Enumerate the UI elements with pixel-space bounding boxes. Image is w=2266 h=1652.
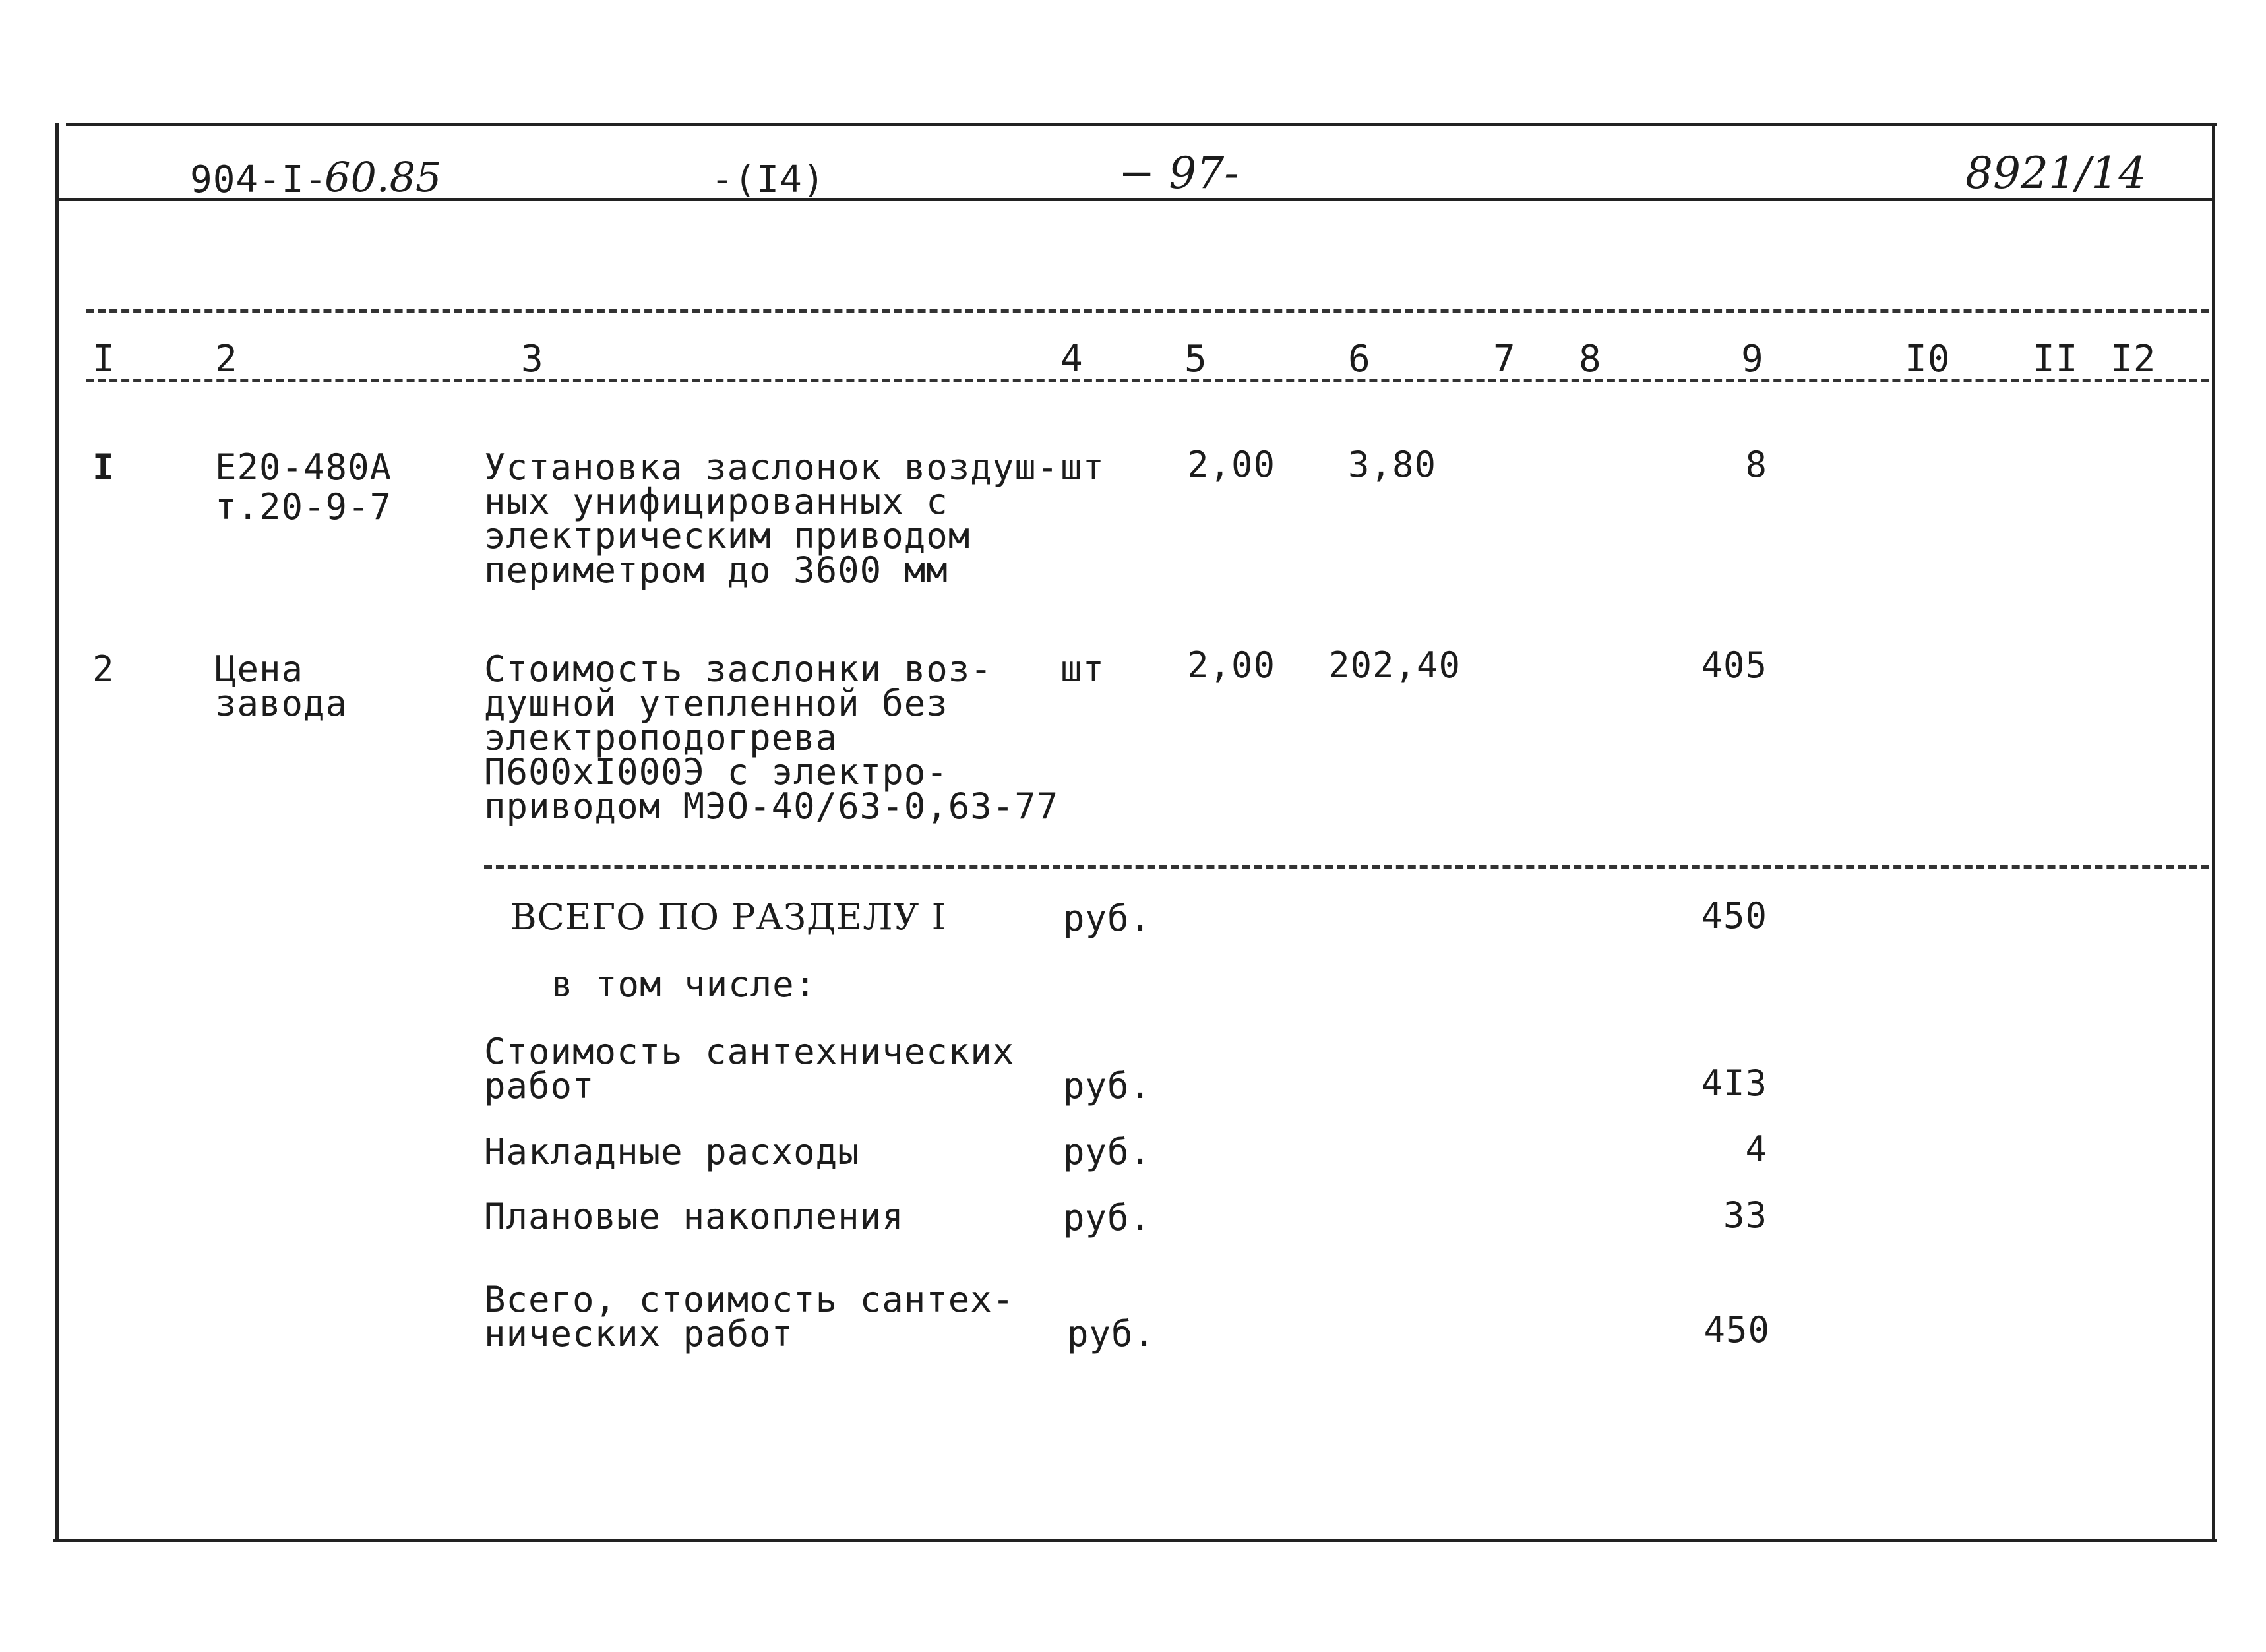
row-1-code-line-1: Е20-480А	[215, 446, 392, 488]
column-number-1: I	[92, 338, 115, 381]
summary-item-4-value: 450	[1703, 1309, 1770, 1351]
row-2-description-line-5: приводом МЭО-40/63-0,63-77	[484, 785, 1059, 827]
row-2-code-line-1: Цена	[215, 648, 304, 690]
sheet-ref: -(I4)	[711, 158, 826, 201]
summary-separator-dash	[484, 865, 2209, 869]
row-1-code-line-2: т.20-9-7	[215, 486, 392, 528]
summary-item-2-value: 4	[1745, 1128, 1767, 1170]
summary-item-4-unit: руб.	[1067, 1313, 1156, 1355]
row-2-description-line-1: Стоимость заслонки воз-	[484, 648, 993, 690]
frame-right-line	[2212, 123, 2215, 1542]
row-2-description-line-3: электроподогрева	[484, 717, 838, 758]
frame-bottom-line	[53, 1539, 2217, 1542]
row-1-number: I	[92, 446, 115, 488]
inventory-number: 8921/14	[1965, 148, 2147, 199]
summary-item-3-label: Плановые накопления	[484, 1196, 904, 1237]
section-total-value: 450	[1701, 895, 1767, 936]
row-2-description-line-4: П600хI000Э с электро-	[484, 751, 948, 793]
doc-code-handwritten: 60.85	[324, 153, 442, 201]
row-1-price: 3,80	[1348, 444, 1437, 485]
column-number-4: 4	[1060, 338, 1084, 381]
column-header-top-dash	[86, 309, 2209, 313]
row-1-description-line-1: Установка заслонок воздуш-	[484, 446, 1059, 488]
section-total-label: ВСЕГО ПО РАЗДЕЛУ I	[510, 896, 946, 938]
column-header-bottom-dash	[86, 379, 2209, 382]
row-1-description-line-3: электрическим приводом	[484, 515, 971, 557]
row-2-description-line-2: душной утепленной без	[484, 683, 948, 724]
row-1-description-line-2: ных унифицированных с	[484, 481, 948, 522]
summary-item-2-label: Накладные расходы	[484, 1131, 860, 1173]
row-2-code-line-2: завода	[215, 683, 348, 724]
row-2-unit: шт	[1060, 648, 1105, 690]
section-total-unit: руб.	[1063, 898, 1152, 939]
summary-item-2-unit: руб.	[1063, 1131, 1152, 1173]
column-number-9: 9	[1741, 338, 1764, 381]
summary-item-4-label-line-2: нических работ	[484, 1313, 794, 1355]
summary-item-3-unit: руб.	[1063, 1197, 1152, 1239]
column-number-12: I2	[2110, 338, 2157, 381]
including-label: в том числе:	[551, 964, 817, 1005]
row-2-quantity: 2,00	[1187, 644, 1276, 686]
row-2-price: 202,40	[1328, 644, 1461, 686]
frame-top-line	[66, 123, 2217, 126]
column-number-2: 2	[215, 338, 238, 381]
row-1-quantity: 2,00	[1187, 444, 1276, 485]
summary-item-1-label-line-2: работ	[484, 1065, 595, 1107]
summary-item-3-value: 33	[1723, 1194, 1767, 1236]
frame-left-line	[55, 123, 59, 1542]
column-number-7: 7	[1493, 338, 1516, 381]
column-number-5: 5	[1184, 338, 1208, 381]
summary-item-1-unit: руб.	[1063, 1065, 1152, 1107]
summary-item-1-label-line-1: Стоимость сантехнических	[484, 1031, 1015, 1072]
column-number-8: 8	[1579, 338, 1602, 381]
column-number-6: 6	[1348, 338, 1371, 381]
column-number-11: II	[2033, 338, 2079, 381]
row-2-total: 405	[1701, 644, 1767, 686]
row-1-description-line-4: периметром до 3600 мм	[484, 549, 948, 591]
row-2-number: 2	[92, 648, 115, 690]
page-number: − 97-	[1118, 148, 1239, 199]
doc-code-printed: 904-I-	[190, 158, 328, 201]
row-1-unit: шт	[1060, 446, 1105, 488]
summary-item-1-value: 4I3	[1701, 1062, 1767, 1104]
column-number-10: I0	[1905, 338, 1951, 381]
summary-item-4-label-line-1: Всего, стоимость сантех-	[484, 1279, 1015, 1320]
column-number-3: 3	[521, 338, 544, 381]
row-1-total: 8	[1745, 444, 1767, 485]
